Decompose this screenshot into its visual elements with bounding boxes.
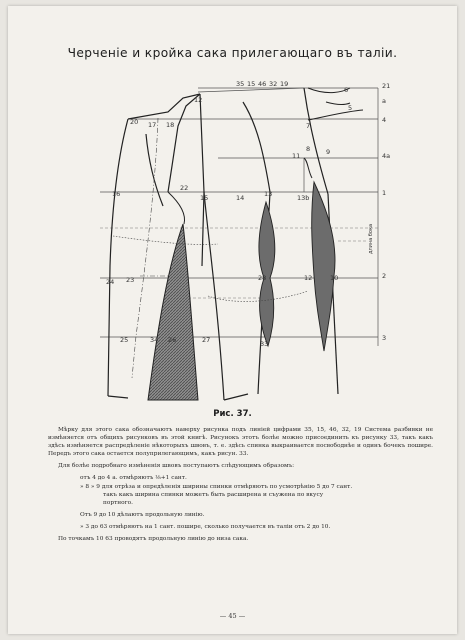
svg-text:19: 19 [280,80,289,88]
svg-text:28: 28 [258,274,267,282]
svg-text:27: 27 [202,336,211,344]
svg-text:11: 11 [292,152,301,160]
list-item: отъ 4 до 4 а. отмѣряютъ ⅛+1 сант. [80,475,187,482]
pattern-diagram [8,6,457,406]
side-wedge [312,182,335,351]
svg-text:13b: 13b [297,194,310,202]
body-text [48,426,433,543]
paragraph: Для болѣе подробнаго измѣненія швовъ поступаютъ слѣдующимъ образомъ: [58,463,295,470]
svg-text:34: 34 [150,336,159,344]
svg-text:12: 12 [194,96,203,104]
svg-text:6: 6 [344,86,349,94]
svg-text:20: 20 [130,118,139,126]
svg-text:2: 2 [382,272,387,280]
svg-text:18: 18 [166,121,175,129]
svg-text:21: 21 [382,82,391,90]
page-title: Черченіе и кройка сака прилегающаго въ таліи. [67,46,398,60]
side-panel-shaded [148,224,198,400]
side-length-label: длина бока [368,223,374,254]
svg-text:10: 10 [330,274,339,282]
svg-text:46: 46 [258,80,267,88]
list-item: » 3 до 63 отмѣряютъ на 1 сант. пошире, сколько получается въ таліи отъ 2 до 10. [80,523,331,530]
svg-text:7: 7 [306,122,311,130]
svg-text:8: 8 [306,145,311,153]
paragraph: Мѣрку для этого сака обозначаютъ наверху рисунка подъ линіей цифрами 35, 15, 46, 32, 19 Система разбивки не измѣняется отъ общихъ рисунковъ въ этой книгѣ. Рисунокъ этотъ болѣе можно присоединить къ рисунку 33, такъ какъ здѣсь измѣняется распредѣленіе нѣкоторыхъ швовъ, т. е. здѣсь спинка выкраивается посвободнѣе и одинъ бочекъ пошире. Передъ этого сака остается полуприлегающимъ, какъ рисун. 33. [48,427,433,458]
svg-text:23: 23 [126,276,135,284]
svg-text:5: 5 [348,104,353,112]
svg-text:22: 22 [180,184,189,192]
measure-row-label: 35 [236,80,245,88]
list-item-continuation: такъ какъ ширина спинки можетъ быть расширена и съужена по вкусу [103,491,324,498]
svg-text:15: 15 [200,194,209,202]
svg-text:32: 32 [269,80,278,88]
svg-text:24: 24 [106,278,115,286]
svg-text:4a: 4a [382,152,391,160]
svg-text:16: 16 [112,190,121,198]
svg-text:4: 4 [382,116,387,124]
svg-text:9: 9 [326,148,331,156]
paragraph: По точкамъ 10 63 проводятъ продольную линію до низа сака. [58,536,249,543]
page-number: — 45 — [219,612,246,620]
svg-text:13: 13 [264,190,273,198]
svg-text:14: 14 [236,194,245,202]
list-item: Отъ 9 до 10 дѣлаютъ продольную линію. [80,511,205,518]
list-item-continuation: портного. [103,499,133,506]
svg-text:15: 15 [247,80,256,88]
book-page [8,6,457,634]
svg-text:1: 1 [382,189,387,197]
construction-lines [100,88,378,346]
figure-caption: Рис. 37. [213,409,252,419]
list-item: » 8 » 9 для отрѣза и опредѣленія ширины спинки отмѣряютъ по усмотрѣнію 5 до 7 сант. [80,483,353,490]
svg-text:26: 26 [168,336,177,344]
svg-text:33: 33 [260,340,269,348]
svg-text:3: 3 [382,334,387,342]
svg-text:17: 17 [148,121,157,129]
svg-text:25: 25 [120,336,129,344]
svg-text:a: a [382,97,386,105]
svg-text:12: 12 [304,274,313,282]
